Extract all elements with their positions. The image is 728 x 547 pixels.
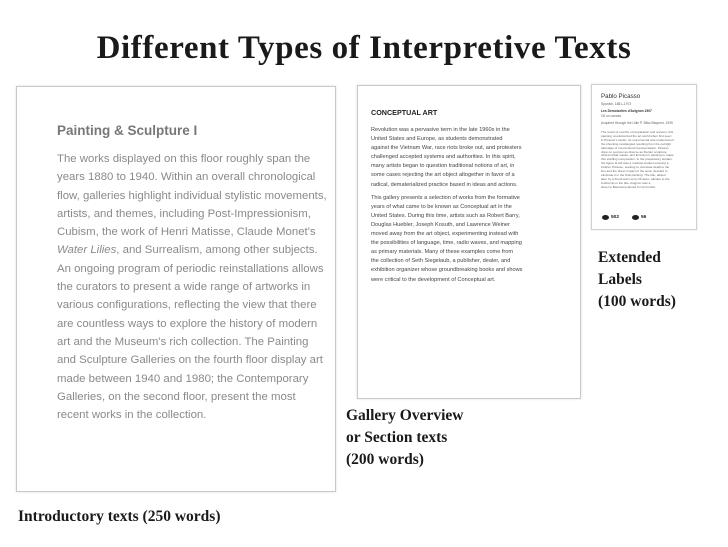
label-line: eliminate it in the final painting. The title, added	[601, 172, 666, 177]
overview-line: the possibilities of language, time, radio waves, and mapping	[371, 240, 522, 247]
intro-line: art and the Museum's rich collection. The Painting	[57, 335, 309, 348]
label-work-title-row	[601, 109, 652, 113]
label-artist-dates: Spanish, 1881–1973	[601, 102, 632, 106]
intro-line: artists, and themes, including Post-Impressionism,	[57, 207, 311, 220]
overview-body	[371, 126, 573, 285]
overview-line: the collection of Seth Siegelaub, a publisher, dealer, and	[371, 258, 511, 265]
label-line: The result of months of preparation and revision, this	[601, 130, 674, 134]
caption-line: Labels	[598, 271, 642, 288]
label-line: the shocking newfangled resulting from the outright	[601, 141, 671, 146]
caption-line: Introductory texts (250 words)	[18, 508, 221, 525]
slide-title: Different Types of Interpretive Texts	[96, 30, 632, 66]
extended-label-panel	[591, 84, 697, 230]
overview-line: Douglas Huebler, Joseph Kosuth, and Lawrence Weiner	[371, 221, 510, 228]
caption-introductory	[18, 506, 220, 528]
intro-line: are countless ways to explore the history of modern	[57, 317, 318, 330]
overview-heading: CONCEPTUAL ART	[371, 108, 438, 117]
overview-line: years of what came to be known as Conceptual art in the	[371, 203, 512, 210]
audio-icon	[602, 215, 609, 220]
intro-line: Cubism, the work of Henri Matisse, Claude Monet's	[57, 226, 316, 239]
label-credit: Acquired through the Lillie P. Bliss Bequest, 1939	[601, 121, 673, 125]
caption-line: Extended	[598, 249, 661, 266]
caption-line: or Section texts	[346, 429, 448, 446]
overview-line: exhibition organizer whose groundbreaking books and shows	[371, 267, 523, 274]
intro-line: flow, galleries highlight individual stylistic movements,	[57, 189, 327, 202]
caption-line: Gallery Overview	[346, 407, 464, 424]
gallery-overview-panel	[357, 85, 581, 399]
label-work-title: Les Demoiselles d'Avignon	[601, 109, 644, 113]
label-line: brothel as in the title. Avignon was a	[601, 180, 651, 185]
overview-line: United States. During this time, artists such as Robert Barry,	[371, 212, 520, 219]
intro-line: years 1880 to 1940. Within an overall chronological	[57, 171, 316, 184]
overview-line: many artists began to question traditional notions of art, in	[371, 163, 515, 170]
label-line: street in Barcelona famed for its brothel.	[601, 184, 656, 189]
label-body	[601, 131, 689, 190]
label-line: this startling composition. In the preparatory studies,	[601, 157, 673, 162]
audio-stop-2	[632, 215, 646, 220]
overview-line: United States and Europe, as students demonstrated	[371, 136, 503, 143]
label-line: the figure at left was a medical student entering a	[601, 161, 669, 166]
overview-line: some cases rejecting the art object altogether in favor of a	[371, 172, 515, 179]
label-artist-name: Pablo Picasso	[601, 93, 641, 100]
overview-line: challenged accepted systems and authorities. In this spirit,	[371, 154, 516, 161]
label-line: painting revolutionized the art world when first seen	[601, 133, 672, 138]
intro-line: The works displayed on this floor roughly span the	[57, 153, 311, 165]
overview-line: were critical to the development of Conceptual art.	[371, 276, 496, 283]
label-line: sabotage of conventional representation. Picasso	[601, 145, 669, 150]
overview-line: as primary materials. Many of these examples come from	[371, 249, 514, 256]
intro-line: recent works in the collection.	[57, 409, 207, 422]
overview-line: moved away from the art object, experimenting instead with	[371, 231, 519, 238]
caption-line: (100 words)	[598, 293, 676, 310]
caption-extended-labels	[598, 247, 676, 313]
audio-code: 56	[641, 215, 647, 220]
overview-line: radical, dematerialized practice based in ideas and actions.	[371, 181, 518, 188]
label-line: African tribal masks, and El Greco's painting to make	[601, 153, 674, 158]
audio-icon	[632, 215, 639, 220]
overview-line: This gallery presents a selection of works from the formative	[371, 194, 520, 201]
label-line: in Picasso's studio. Its monumental size underscored	[601, 137, 674, 142]
introductory-text-panel	[16, 86, 336, 492]
label-work-year: 1907	[644, 109, 652, 113]
label-line: line and the sheer impact of the work, decided to	[601, 169, 668, 174]
label-line: later by a friend and not by Picasso, alludes to the	[601, 176, 670, 181]
label-line: brothel. Picasso, seeking to overstate detail to the	[601, 165, 670, 170]
overview-line: Revolution was a pervasive term in the late 1960s in the	[371, 127, 510, 133]
overview-line: against the Vietnam War, race riots broke out, and protesters	[371, 145, 522, 152]
caption-line: (200 words)	[346, 451, 424, 468]
audio-stop-1	[602, 215, 619, 220]
intro-line: An ongoing program of periodic reinstallations allows	[57, 262, 324, 275]
intro-line: the curators to present a wide range of artworks in	[57, 281, 311, 294]
intro-line: various configurations, reflecting the view that there	[57, 299, 317, 312]
intro-line: and Sculpture Galleries on the fourth floor display art	[57, 354, 323, 367]
intro-body	[57, 150, 329, 424]
intro-heading: Painting & Sculpture I	[57, 123, 198, 138]
audio-code: 502	[611, 215, 620, 220]
label-medium: Oil on canvas	[601, 114, 621, 118]
caption-gallery-overview	[346, 405, 464, 471]
intro-line: made between 1940 and 1980; the Contemporary	[57, 372, 309, 385]
label-line: drew on sources as diverse as Iberian sculpture,	[601, 149, 668, 154]
intro-line: Water Lilies, and Surrealism, among other subjects.	[57, 244, 318, 257]
intro-line: Galleries, on the second floor, present the most	[57, 390, 296, 403]
